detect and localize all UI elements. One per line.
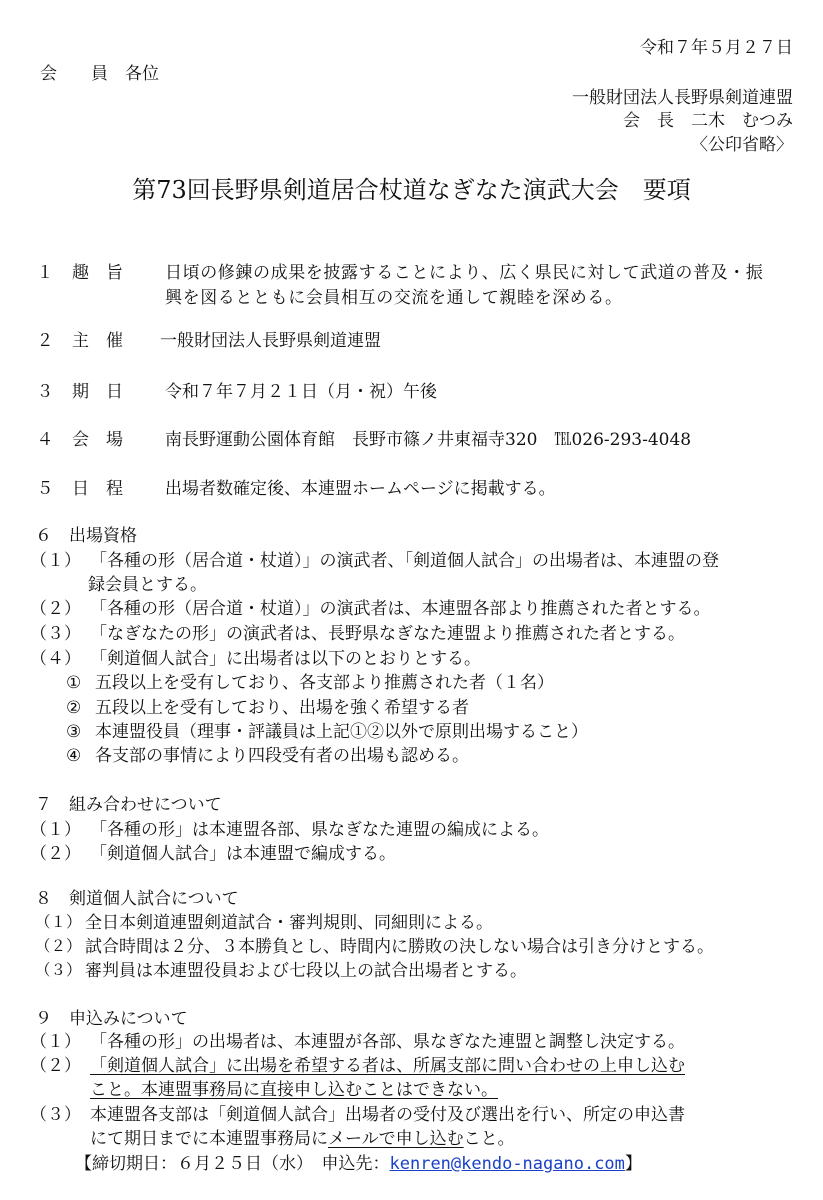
section-number: ５ xyxy=(36,479,54,499)
item-text: 「剣道個人試合」に出場者は以下のとおりとする。 xyxy=(90,649,481,669)
section-number: ４ xyxy=(36,430,54,450)
subitem-mark: ② xyxy=(66,698,82,718)
contact-email-link[interactable]: kenren@kendo-nagano.com xyxy=(389,1154,625,1174)
section-label: 会 場 xyxy=(72,430,123,450)
item-text xyxy=(90,1131,515,1148)
document-title: 第73回長野県剣道居合杖道なぎなた演武大会 要項 xyxy=(132,176,691,204)
item-number: （３） xyxy=(35,961,82,979)
section-label: 日 程 xyxy=(72,479,123,499)
item-number: （１） xyxy=(30,1032,81,1052)
item-number: （２） xyxy=(30,1056,81,1076)
section-heading: ８ 剣道個人試合について xyxy=(35,889,239,909)
item-text: 「各種の形（居合道・杖道）」の演武者、「剣道個人試合」の出場者は、本連盟の登 xyxy=(90,551,719,571)
section-label: 趣 旨 xyxy=(72,263,123,283)
subitem-mark: ④ xyxy=(66,746,82,766)
section-text: 一般財団法人長野県剣道連盟 xyxy=(160,331,381,351)
item-text: 本連盟各支部は「剣道個人試合」出場者の受付及び選出を行い、所定の申込書 xyxy=(90,1105,685,1125)
item-number: （４） xyxy=(30,649,81,669)
deadline-bracket: 】 xyxy=(624,1154,642,1174)
subitem-text: 五段以上を受有しており、出場を強く希望する者 xyxy=(95,698,469,718)
item-text: 録会員とする。 xyxy=(88,575,207,595)
subitem-mark: ① xyxy=(66,673,82,693)
item-text: 「なぎなたの形」の演武者は、長野県なぎなた連盟より推薦された者とする。 xyxy=(90,624,685,644)
item-text: 「剣道個人試合」は本連盟で編成する。 xyxy=(90,844,396,864)
item-text: 試合時間は２分、３本勝負とし、時間内に勝敗の決しない場合は引き分けとする。 xyxy=(85,937,714,957)
section-text: 南長野運動公園体育館 長野市篠ノ井東福寺320 ℡026-293-4048 xyxy=(165,430,692,450)
issuer-president: 会 長 二木 むつみ xyxy=(623,111,793,131)
item-number: （３） xyxy=(30,1105,81,1125)
item-number: （２） xyxy=(35,937,82,955)
section-number: ２ xyxy=(36,331,54,351)
item-number: （２） xyxy=(30,599,81,619)
section-heading: ７ 組み合わせについて xyxy=(35,795,222,815)
subitem-text: 本連盟役員（理事・評議員は上記①②以外で原則出場すること） xyxy=(95,722,588,742)
section-heading: ６ 出場資格 xyxy=(35,526,137,546)
item-text: 「各種の形」の出場者は、本連盟が各部、県なぎなた連盟と調整し決定する。 xyxy=(90,1032,685,1052)
item-text: 審判員は本連盟役員および七段以上の試合出場者とする。 xyxy=(85,961,527,981)
subitem-mark: ③ xyxy=(66,722,82,742)
seal-omitted-note: 〈公印省略〉 xyxy=(691,135,793,155)
issuer-organization: 一般財団法人長野県剣道連盟 xyxy=(572,88,793,108)
subitem-text: 各支部の事情により四段受有者の出場も認める。 xyxy=(95,746,469,766)
item-text: 「各種の形」は本連盟各部、県なぎなた連盟の編成による。 xyxy=(90,820,549,840)
item-number: （２） xyxy=(30,844,81,864)
item-text-underlined: 「剣道個人試合」に出場を希望する者は、所属支部に問い合わせの上申し込む xyxy=(90,1056,685,1076)
deadline-text: 【締切期日：６月２５日（水） 申込先： xyxy=(75,1154,390,1174)
item-text-part: こと。 xyxy=(463,1129,515,1149)
section-text: 令和７年７月２１日（月・祝）午後 xyxy=(165,382,437,402)
section-number: １ xyxy=(36,263,54,283)
deadline-line xyxy=(75,1156,642,1173)
section-text: 日頃の修錬の成果を披露することにより、広く県民に対して武道の普及・振 xyxy=(165,263,764,283)
section-text: 出場者数確定後、本連盟ホームページに掲載する。 xyxy=(165,479,556,499)
item-text: 全日本剣道連盟剣道試合・審判規則、同細則による。 xyxy=(85,913,493,933)
item-text-part: にて期日までに本連盟事務局に xyxy=(90,1129,328,1149)
document-date: 令和７年５月２７日 xyxy=(640,38,793,58)
section-heading: ９ 申込みについて xyxy=(35,1009,188,1029)
item-number: （３） xyxy=(30,624,81,644)
item-text-underlined: こと。本連盟事務局に直接申し込むことはできない。 xyxy=(90,1080,498,1100)
section-text: 興を図るとともに会員相互の交流を通して親睦を深める。 xyxy=(165,288,623,308)
subitem-text: 五段以上を受有しており、各支部より推薦された者（１名） xyxy=(95,673,554,693)
item-number: （１） xyxy=(30,551,81,571)
section-label: 期 日 xyxy=(72,382,123,402)
section-number: ３ xyxy=(36,382,54,402)
email-instruction-underlined: メールで申し込む xyxy=(328,1129,464,1149)
item-number: （１） xyxy=(30,820,81,840)
item-text: 「各種の形（居合道・杖道）」の演武者は、本連盟各部より推薦された者とする。 xyxy=(90,599,711,619)
item-number: （１） xyxy=(35,913,82,931)
section-label: 主 催 xyxy=(72,331,123,351)
addressee: 会 員 各位 xyxy=(40,64,159,84)
